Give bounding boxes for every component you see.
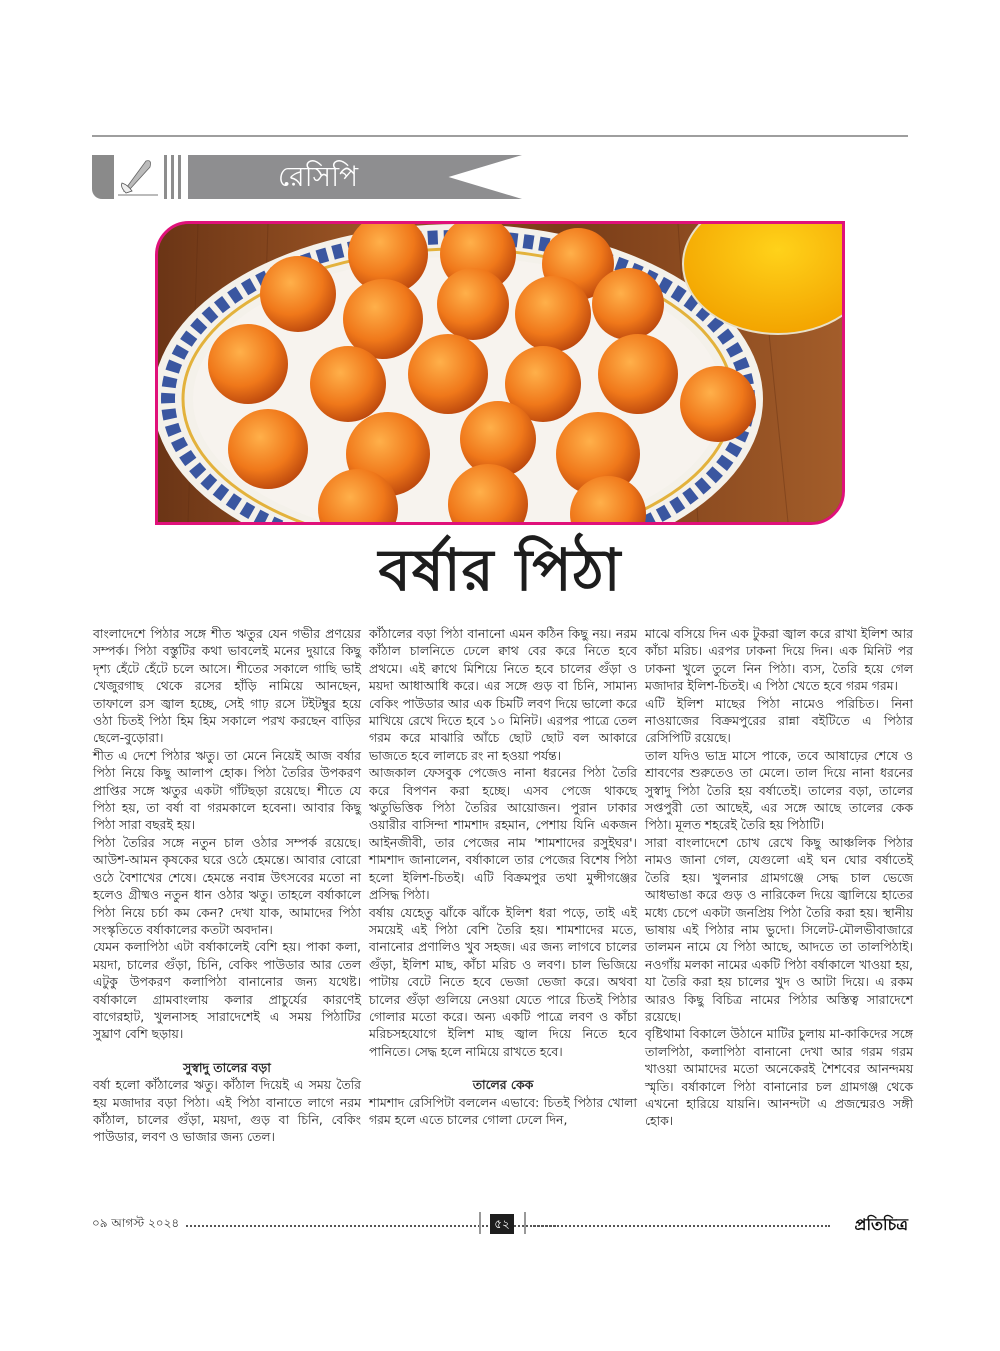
paragraph: বৃষ্টিথামা বিকালে উঠানে মাটির চুলায় মা-কাকিদের সঙ্গে তালপিঠা, কলাপিঠা বানানো দেখা আর গরম গরম খাওয়া আমাদের মতো অনেকেরই শৈশবের আনন্দময় স্মৃতি। বর্ষাকালে পিঠা বানানোর চল গ্রামগঞ্জ থেকে এখনো হারিয়ে যায়নি। আনন্দটা এ প্রজন্মেরও সঙ্গী হোক। <box>645 1026 913 1129</box>
page-number: ৫২ <box>490 1214 514 1234</box>
divider <box>479 1212 481 1234</box>
paragraph: পিঠা তৈরির সঙ্গে নতুন চাল ওঠার সম্পর্ক রয়েছে। আউশ-আমন কৃষকের ঘরে ওঠে হেমন্তে। আবার বোরো ওঠে বৈশাখের শেষে। হেমন্তে নবান্ন উৎসবের মতো না হলেও গ্রীষ্মও নতুন ধান ওঠার ঋতু। তাহলে বর্ষাকালে পিঠা নিয়ে চর্চা কম কেন? দেখা যাক, আমাদের পিঠা সংস্কৃতিতে বর্ষাকালের কতটা অবদান। <box>93 834 361 937</box>
paragraph: মাঝে বসিয়ে দিন এক টুকরা জ্বাল করে রাখা ইলিশ আর কাঁচা মরিচ। এরপর ঢাকনা দিয়ে দিন। এক মিনিট পর ঢাকনা খুলে তুলে নিন পিঠা। ব্যস, তৈরি হয়ে গেল মজাদার ইলিশ-চিতই। এ পিঠা খেতে হবে গরম গরম। <box>645 626 913 694</box>
dotted-leader <box>530 1225 830 1227</box>
paragraph: কাঁঠালের বড়া পিঠা বানানো এমন কঠিন কিছু নয়। নরম কাঁঠাল চালনিতে ঢেলে ক্বাথ বের করে নিতে হবে প্রথমে। এই ক্বাথে মিশিয়ে নিতে হবে চালের গুঁড়া ও ময়দা আধাআধি করে। এর সঙ্গে গুড় বা চিনি, সামান্য বেকিং পাউডার আর এক চিমটি লবণ দিয়ে ভালো করে মাখিয়ে রেখে দিতে হবে ১০ মিনিট। এরপর পাত্রে তেল গরম করে মাঝারি আঁচে ছোট ছোট বল আকারে ভাজতে হবে লালচে রং না হওয়া পর্যন্ত। <box>369 626 637 763</box>
section-banner <box>92 155 522 199</box>
article-column-2 <box>369 625 637 1128</box>
article-title: বর্ষার পিঠা <box>378 536 622 604</box>
subheading: তালের কেক <box>472 1077 534 1093</box>
page-footer <box>92 1212 908 1236</box>
paragraph: শীত এ দেশে পিঠার ঋতু। তা মেনে নিয়েই আজ বর্ষার পিঠা নিয়ে কিছু আলাপ হোক। পিঠা তৈরির উপকরণ প্রাপ্তির সঙ্গে ঋতুর একটা গাঁটছড়া রয়েছে। শীতে যে পিঠা হয়, তা বর্ষা বা গরমকালে হবেনা। আবার কিছু পিঠা সারা বছরই হয়। <box>93 747 361 833</box>
article-column-1 <box>93 625 361 1146</box>
subheading: সুস্বাদু তালের বড়া <box>183 1059 271 1075</box>
paragraph: আজকাল ফেসবুক পেজেও নানা ধরনের পিঠা তৈরি করে বিপণন করা হচ্ছে। এসব পেজে থাকছে ঋতুভিত্তিক পিঠা তৈরির আয়োজন। পুরান ঢাকার ওয়ারীর বাসিন্দা শামশাদ রহমান, পেশায় যিনি একজন আইনজীবী, তার পেজের নাম 'শামশাদের রসুইঘর'। শামশাদ জানালেন, বর্ষাকালে তার পেজের বিশেষ পিঠা হলো ইলিশ-চিতই। এটি বিক্রমপুর তথা মুন্সীগঞ্জের প্রসিদ্ধ পিঠা। <box>369 765 637 903</box>
paragraph: তাল যদিও ভাদ্র মাসে পাকে, তবে আষাঢ়ের শেষে ও শ্রাবণের শুরুতেও তা মেলে। তাল দিয়ে নানা ধরনের সুস্বাদু পিঠা তৈরি হয় বর্ষাতেই। তালের বড়া, তালের সপ্তপুরী তো আছেই, এর সঙ্গে আছে তালের কেক পিঠা। মূলত শহরেই তৈরি হয় পিঠাটি। <box>645 747 913 833</box>
article-column-3 <box>645 625 913 1130</box>
issue-date: ০৯ আগস্ট ২০২৪ <box>92 1216 180 1230</box>
paragraph: বাংলাদেশে পিঠার সঙ্গে শীত ঋতুর যেন গভীর প্রণয়ের সম্পর্ক। পিঠা বস্তুটির কথা ভাবলেই মনের দুয়ারে কিছু দৃশ্য হেঁটে হেঁটে চলে আসে। শীতের সকালে গাছি ভাই খেজুরগাছ থেকে রসের হাঁড়ি নামিয়ে আনছেন, তাফালে রস জ্বাল হচ্ছে, সেই গাঢ় রসে টইটম্বুর হয়ে ওঠা চিতই পিঠা হিম হিম সকালে পরখ করছেন বাড়ির ছেলে-বুড়োরা। <box>93 626 361 746</box>
banner-stripes <box>164 155 184 199</box>
paragraph: শামশাদ রেসিপিটা বললেন এভাবে: চিতই পিঠার খোলা গরম হলে এতে চালের গোলা ঢেলে দিন, <box>369 1094 637 1127</box>
quill-pen-icon <box>92 155 160 199</box>
fried-pitha-image <box>158 224 842 522</box>
section-label: রেসিপি <box>277 160 359 193</box>
top-rule <box>92 135 908 137</box>
divider <box>524 1212 526 1234</box>
paragraph: বর্ষায় যেহেতু ঝাঁকে ঝাঁকে ইলিশ ধরা পড়ে, তাই এই সময়েই এই পিঠা বেশি তৈরি হয়। শামশাদের মতে, বানানোর প্রণালিও খুব সহজ। এর জন্য লাগবে চালের গুঁড়া, ইলিশ মাছ, কাঁচা মরিচ ও লবণ। চাল ভিজিয়ে পাটায় বেটে নিতে হবে ভেজা ভেজা করে। অথবা চালের গুঁড়া গুলিয়ে নেওয়া যেতে পারে চিতই পিঠার গোলার মতো করে। অন্য একটি পাত্রে লবণ ও কাঁচা মরিচসহযোগে ইলিশ মাছ জ্বাল দিয়ে নিতে হবে পানিতে। সেদ্ধ হলে নামিয়ে রাখতে হবে। <box>369 904 637 1059</box>
paragraph: বর্ষা হলো কাঁঠালের ঋতু। কাঁঠাল দিয়েই এ সময় তৈরি হয় মজাদার বড়া পিঠা। এই পিঠা বানাতে লাগে নরম কাঁঠাল, চালের গুঁড়া, ময়দা, গুড় বা চিনি, বেকিং পাউডার, লবণ ও ভাজার জন্য তেল। <box>93 1077 361 1145</box>
article-photo <box>155 221 845 525</box>
publication-name: প্রতিচিত্র <box>854 1215 908 1234</box>
paragraph: সারা বাংলাদেশে চোখ রেখে কিছু আঞ্চলিক পিঠার নামও জানা গেল, যেগুলো এই ঘন ঘোর বর্ষাতেই তৈরি হয়। খুলনার গ্রামগঞ্জে সেদ্ধ চাল ভেজে আধভাঙা করে গুড় ও নারিকেল দিয়ে জ্বালিয়ে হাতের মধ্যে চেপে একটা জনপ্রিয় পিঠা তৈরি করা হয়। স্থানীয় ভাষায় এই পিঠার নাম ভুদো। সিলেট-মৌলভীবাজারে তালমন নামে যে পিঠা আছে, আদতে তা তালপিঠাই। নওগাঁয় মলকা নামের একটি পিঠা বর্ষাকালে খাওয়া হয়, যা তৈরি করা হয় চালের খুদ ও আটা দিয়ে। এ রকম আরও কিছু বিচিত্র নামের পিঠার অস্তিত্ব সারাদেশে রয়েছে। <box>645 834 913 1024</box>
paragraph: এটি ইলিশ মাছের পিঠা নামেও পরিচিত। নিনা নাওয়াজের বিক্রমপুরের রান্না বইটিতে এ পিঠার রেসিপিটি রয়েছে। <box>645 695 913 746</box>
paragraph: যেমন কলাপিঠা এটা বর্ষাকালেই বেশি হয়। পাকা কলা, ময়দা, চালের গুঁড়া, চিনি, বেকিং পাউডার আর তেল এটুকু উপকরণ কলাপিঠা বানানোর জন্য যথেষ্ট। বর্ষাকালে গ্রামবাংলায় কলার প্রাচুর্যের কারণেই বাগেরহাট, খুলনাসহ সারাদেশেই এ সময় পিঠাটির সুঘ্রাণ বেশি ছড়ায়। <box>93 939 361 1042</box>
